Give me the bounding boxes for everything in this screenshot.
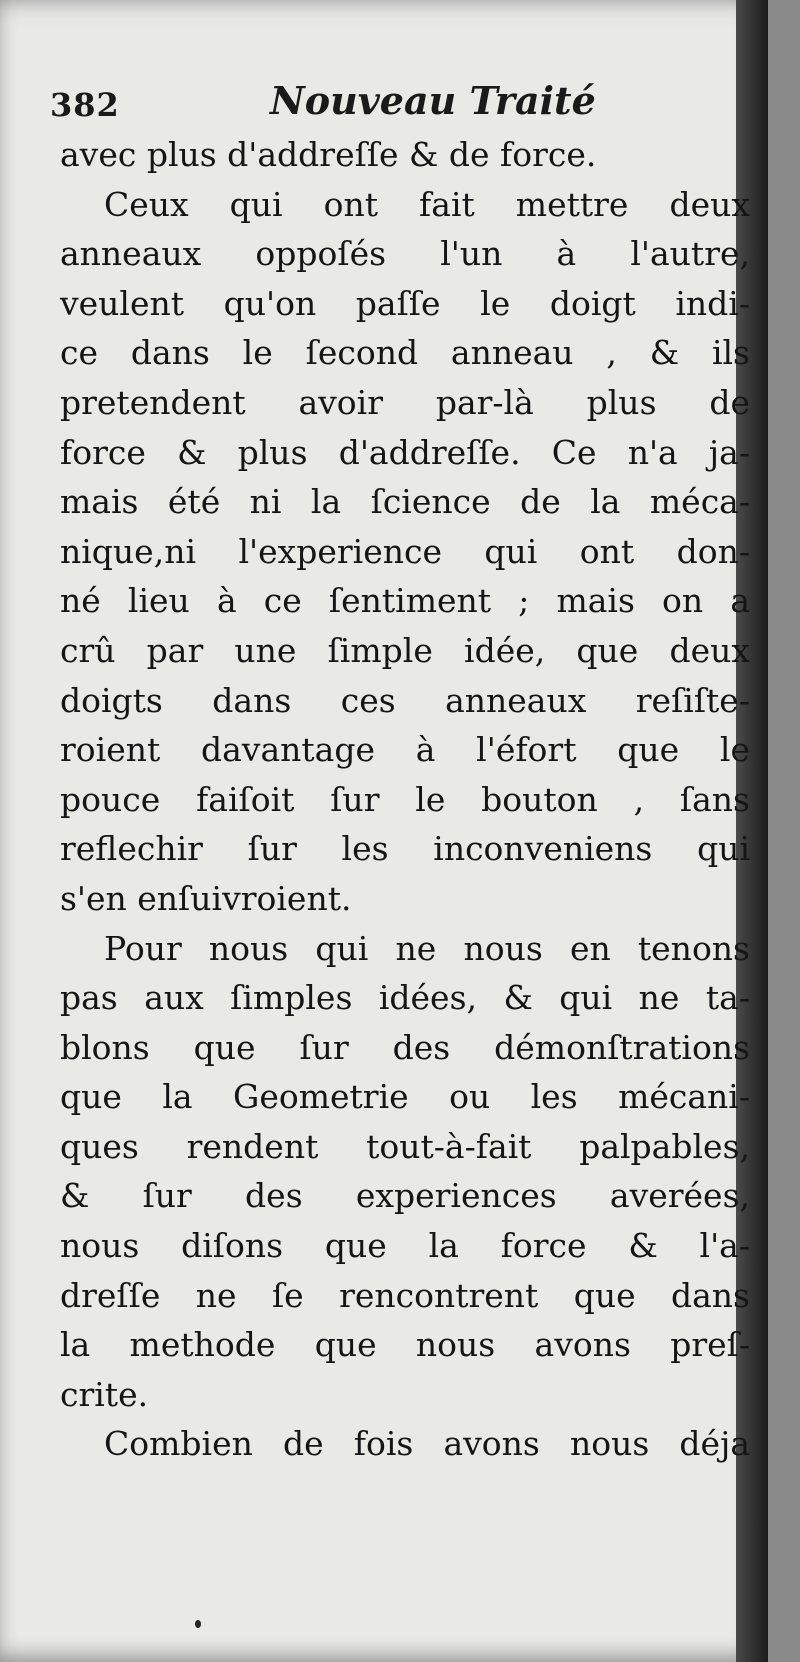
text-line: crû par une ſimple idée, que deux (60, 630, 750, 670)
page-header (50, 78, 610, 138)
text-line: veulent qu'on paſſe le doigt indi- (60, 283, 750, 323)
text-line: nique,ni l'experience qui ont don- (60, 531, 750, 571)
text-line: pretendent avoir par-là plus de (60, 382, 750, 422)
text-line: Pour nous qui ne nous en tenons (104, 928, 750, 968)
text-line: ce dans le ſecond anneau , & ils (60, 333, 750, 373)
text-line: avec plus d'addreſſe & de force. (60, 135, 597, 174)
text-line: né lieu à ce ſentiment ; mais on a (60, 581, 750, 621)
ink-speck (195, 1620, 201, 1628)
text-line: & ſur des experiences averées, (60, 1176, 750, 1216)
text-line: nous diſons que la force & l'a- (60, 1226, 750, 1266)
text-line: blons que ſur des démonſtrations (60, 1027, 750, 1067)
text-line: dreſſe ne ſe rencontrent que dans (60, 1275, 750, 1315)
text-line: Combien de fois avons nous déja (104, 1424, 750, 1464)
running-title: Nouveau Traité (270, 78, 596, 123)
text-line: anneaux oppoſés l'un à l'autre, (60, 234, 750, 274)
text-line: roient davantage à l'éfort que le (60, 730, 750, 770)
text-line: ques rendent tout-à-fait palpables, (60, 1126, 750, 1166)
text-line: la methode que nous avons preſ- (60, 1325, 750, 1365)
text-line: pouce faiſoit ſur le bouton , ſans (60, 779, 750, 819)
text-line: force & plus d'addreſſe. Ce n'a ja- (60, 432, 750, 472)
text-line: mais été ni la ſcience de la méca- (60, 482, 750, 522)
text-line: doigts dans ces anneaux reſiſte- (60, 680, 750, 720)
body-text (60, 130, 750, 1469)
page-number: 382 (50, 86, 120, 124)
text-line: pas aux ſimples idées, & qui ne ta- (60, 978, 750, 1018)
text-line: crite. (60, 1374, 149, 1414)
text-line: reflechir ſur les inconveniens qui (60, 829, 750, 869)
text-line: que la Geometrie ou les mécani- (60, 1077, 750, 1117)
text-line: Ceux qui ont fait mettre deux (104, 184, 750, 224)
text-line: s'en enſuivroient. (60, 878, 352, 918)
